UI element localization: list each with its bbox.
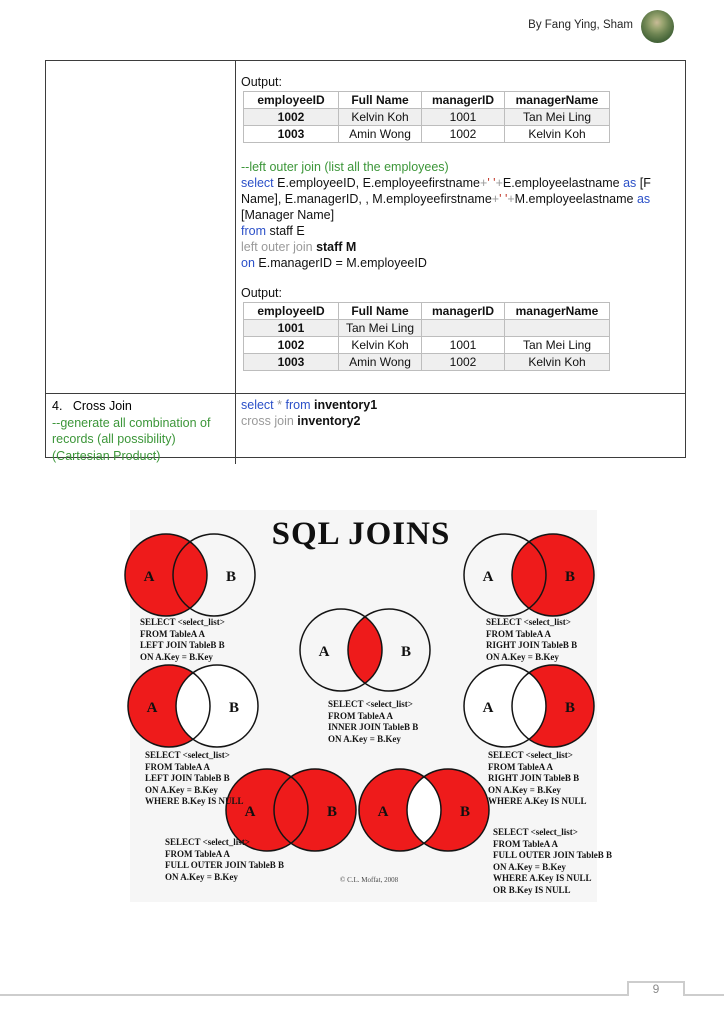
svg-text:A: A	[482, 700, 494, 716]
figure-title: SQL JOINS	[271, 516, 451, 552]
svg-text:B: B	[400, 644, 412, 660]
caption-line: LEFT JOIN TableB B	[140, 640, 225, 650]
table-cell	[505, 320, 610, 337]
svg-text:A: A	[146, 700, 158, 716]
caption-line: FULL OUTER JOIN TableB B	[493, 850, 613, 860]
code-line: cross join inventory2	[241, 414, 361, 428]
column-header: managerName	[505, 92, 610, 109]
table-cell: 1002	[244, 337, 339, 354]
caption-line: ON A.Key = B.Key	[145, 784, 218, 795]
code-line: on E.managerID = M.employeeID	[241, 256, 427, 270]
caption-line: FROM TableA A	[140, 628, 206, 639]
column-header: Full Name	[339, 303, 422, 320]
cross-join-code	[241, 397, 677, 429]
table-cell: 1002	[422, 126, 505, 143]
caption-line: ON A.Key = B.Key	[140, 651, 213, 662]
caption-line: FROM TableA A	[493, 838, 559, 849]
svg-text:A: A	[244, 804, 256, 820]
code-line: left outer join staff M	[241, 240, 357, 254]
svg-text:A: A	[318, 644, 330, 660]
table-cell: Amin Wong	[339, 126, 422, 143]
caption-right-join	[486, 617, 577, 663]
venn-diagram-left-join	[122, 531, 258, 619]
copyright-text: © C.L. Moffat, 2008	[340, 876, 399, 884]
caption-line: FROM TableA A	[165, 848, 231, 859]
caption-right-join-excluding	[488, 750, 587, 808]
caption-line: SELECT <select_list>	[493, 827, 578, 837]
code-line: select E.employeeID, E.employeefirstname+' '+E.employeelastname as [F	[241, 176, 651, 190]
notes-cell-empty	[46, 61, 236, 394]
column-header: Full Name	[339, 92, 422, 109]
caption-line: SELECT <select_list>	[328, 699, 413, 709]
column-header: managerName	[505, 303, 610, 320]
left-outer-join-code	[241, 159, 677, 271]
caption-line: ON A.Key = B.Key	[328, 733, 401, 744]
table-cell: Amin Wong	[339, 354, 422, 371]
caption-full-outer-join-excluding	[493, 827, 612, 896]
caption-left-join	[140, 617, 225, 663]
table-cell: 1001	[422, 337, 505, 354]
table-cell: 1002	[422, 354, 505, 371]
venn-left-join-excluding	[125, 662, 261, 750]
svg-text:A: A	[482, 569, 494, 585]
venn-right-join-excluding	[461, 662, 597, 750]
code-line: select * from inventory1	[241, 398, 378, 412]
venn-full-outer-join-excluding	[356, 766, 492, 854]
caption-line: RIGHT JOIN TableB B	[488, 773, 580, 783]
caption-line: OR B.Key IS NULL	[493, 884, 571, 895]
caption-line: ON A.Key = B.Key	[493, 861, 566, 872]
caption-line: ON A.Key = B.Key	[165, 871, 238, 882]
table-cell: 1003	[244, 126, 339, 143]
column-header: managerID	[422, 92, 505, 109]
table-row	[244, 109, 610, 126]
svg-text:B: B	[564, 700, 576, 716]
caption-line: ON A.Key = B.Key	[488, 784, 561, 795]
output-label-1: Output:	[241, 75, 282, 89]
caption-line: WHERE A.Key IS NULL	[488, 796, 587, 806]
caption-line: SELECT <select_list>	[165, 837, 250, 847]
output-label-2: Output:	[241, 286, 282, 300]
notes-cell-cross-join-code	[236, 394, 685, 464]
table-cell: Kelvin Koh	[505, 354, 610, 371]
header-row	[244, 303, 610, 320]
caption-line: FULL OUTER JOIN TableB B	[165, 860, 285, 870]
table-row	[244, 354, 610, 371]
caption-line: SELECT <select_list>	[486, 617, 571, 627]
svg-text:B: B	[326, 804, 338, 820]
code-line: --left outer join (list all the employees)	[241, 160, 449, 174]
svg-text:B: B	[459, 804, 471, 820]
caption-line: FROM TableA A	[145, 761, 211, 772]
cross-join-title: 4. Cross Join	[52, 399, 132, 413]
table-row	[244, 337, 610, 354]
svg-text:B: B	[228, 700, 240, 716]
venn-right-join	[461, 531, 597, 619]
svg-text:B: B	[564, 569, 576, 585]
venn-left-join	[122, 531, 258, 619]
author-avatar	[641, 10, 674, 43]
venn-inner-join	[297, 606, 433, 694]
caption-full-outer-join	[165, 837, 284, 883]
code-line: [Manager Name]	[241, 208, 335, 222]
page-number-tab	[627, 981, 685, 996]
table-cell: Tan Mei Ling	[339, 320, 422, 337]
column-header: employeeID	[244, 303, 339, 320]
caption-left-join-excluding	[145, 750, 244, 808]
table-cell: Tan Mei Ling	[505, 337, 610, 354]
cross-join-comment-1: --generate all combination of records (all possibility)	[52, 415, 211, 446]
table-cell: 1002	[244, 109, 339, 126]
byline-text: By Fang Ying, Sham	[528, 19, 633, 31]
page-number: 9	[652, 982, 660, 996]
table-cell: 1001	[244, 320, 339, 337]
caption-line: ON A.Key = B.Key	[486, 651, 559, 662]
column-header: employeeID	[244, 92, 339, 109]
table-cell: Kelvin Koh	[339, 337, 422, 354]
table-cell: 1003	[244, 354, 339, 371]
code-line: Name], E.managerID, , M.employeefirstname+' '+M.employeelastname as	[241, 192, 651, 206]
sql-joins-figure	[115, 510, 613, 902]
svg-text:A: A	[143, 569, 155, 585]
table-row	[244, 126, 610, 143]
cross-join-comment-2: (Cartesian Product)	[52, 448, 161, 463]
svg-text:B: B	[225, 569, 237, 585]
caption-line: RIGHT JOIN TableB B	[486, 640, 578, 650]
venn-diagram-full-outer-join-excluding	[356, 766, 492, 854]
notes-table	[45, 60, 686, 463]
table-cell: Tan Mei Ling	[505, 109, 610, 126]
caption-line: SELECT <select_list>	[140, 617, 225, 627]
table-cell: Kelvin Koh	[339, 109, 422, 126]
result-table-2	[243, 302, 610, 371]
table-cell: 1001	[422, 109, 505, 126]
notes-cell-cross-join-desc	[46, 394, 236, 464]
caption-line: WHERE A.Key IS NULL	[493, 873, 592, 883]
venn-diagram-right-join-excluding	[461, 662, 597, 750]
caption-line: WHERE B.Key IS NULL	[145, 796, 244, 806]
caption-inner-join	[328, 699, 418, 745]
venn-diagram-inner-join	[297, 606, 433, 694]
table-cell: Kelvin Koh	[505, 126, 610, 143]
caption-line: FROM TableA A	[328, 710, 394, 721]
code-line: from staff E	[241, 224, 305, 238]
column-header: managerID	[422, 303, 505, 320]
table-cell	[422, 320, 505, 337]
notes-cell-sql-output	[236, 61, 685, 394]
caption-line: LEFT JOIN TableB B	[145, 773, 230, 783]
svg-text:A: A	[377, 804, 389, 820]
caption-line: SELECT <select_list>	[145, 750, 230, 760]
caption-line: SELECT <select_list>	[488, 750, 573, 760]
header-row	[244, 92, 610, 109]
caption-line: INNER JOIN TableB B	[328, 722, 419, 732]
table-row	[244, 320, 610, 337]
result-table-1	[243, 91, 610, 143]
footer-divider	[0, 994, 724, 996]
venn-diagram-right-join	[461, 531, 597, 619]
venn-diagram-left-join-excluding	[125, 662, 261, 750]
caption-line: FROM TableA A	[488, 761, 554, 772]
caption-line: FROM TableA A	[486, 628, 552, 639]
